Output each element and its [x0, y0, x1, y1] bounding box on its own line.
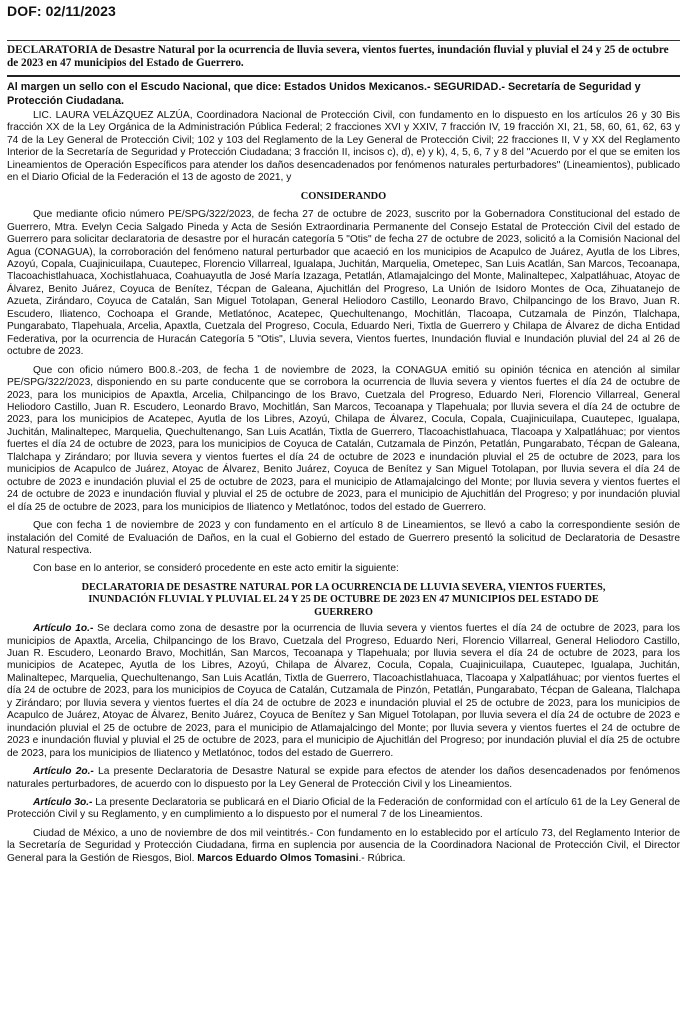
article-3 [7, 797, 680, 822]
dof-date: DOF: 02/11/2023 [7, 3, 116, 19]
document-body [7, 110, 680, 871]
article-label: Artículo 2o.- [33, 766, 94, 778]
declaratoria-heading: DECLARATORIA DE DESASTRE NATURAL POR LA OCURRENCIA DE LLUVIA SEVERA, VIENTOS FUERTES, INUNDACIÓN FLUVIAL Y PLUVIAL EL 24 Y 25 DE OCTUBRE DE 2023 EN 47 MUNICIPIOS DEL ESTADO DE GUERRERO [81, 581, 606, 618]
article-label: Artículo 3o.- [33, 797, 93, 809]
divider [7, 40, 680, 41]
divider [7, 75, 680, 77]
closing-paragraph [7, 828, 680, 865]
intro-paragraph: LIC. LAURA VELÁZQUEZ ALZÚA, Coordinadora Nacional de Protección Civil, con fundamento en lo dispuesto en los artículos 26 y 30 Bis fracción XX de la Ley Orgánica de la Administración Pública Federal; 2 fracciones XVI y XXIV, 7 fracción IV, 19 fracción XI, 21, 58, 60, 61, 62, 63 y 74 de la Ley General de Protección Civil; 102 y 103 del Reglamento de la Ley General de Protección Civil; 22 fracciones II, V y XX del Reglamento Interior de la Secretaría de Seguridad y Protección Ciudadana; 3 fracción II, incisos c), d), e) y k), 4, 5, 6, 7 y 8 del "Acuerdo por el que se emiten los Lineamientos de Operación Específicos para atender los daños desencadenados por fenómenos naturales perturbadores" (Lineamientos), publicado en el Diario Oficial de la Federación el 13 de agosto de 2021, y [7, 110, 680, 184]
considerando-heading: CONSIDERANDO [300, 190, 387, 202]
signer-name: Marcos Eduardo Olmos Tomasini [197, 852, 359, 864]
article-text: Se declara como zona de desastre por la ocurrencia de lluvia severa y vientos fuertes el día 24 de octubre de 2023, para los municipios de Apaxtla, Arcelia, Chilpancingo de los Bravo, Cuetzala del Progreso, Eduardo Neri, Florencio Villarreal, General Heliodoro Castillo, Juan R. Escudero, Leonardo Bravo, Mochitlán, San Marcos, Tecoanapa y Tlapehuala; por lluvia severa el día 24 de octubre de 2023, para los municipios de Acatepec, Ayutla de los Libres, Azoyú, Chilapa de Álvarez, Cocula, Copala, Cuajinicuilapa, Cuautepec, Igualapa, Juchitán, Malinaltepec, Marquelia, Quechultenango, San Luis Acatlán, Tixtla de Guerrero, Tlacoachistlahuaca, Tlacoapa y Xalpatláhuac; por vientos fuertes el día 24 de octubre de 2023, para los municipios de Coyuca de Catalán, Cutzamala de Pinzón, Petatlán, Pungarabato, Técpan de Galeana, Tlalchapa y Zirándaro; por lluvia severa y vientos fuertes el día 24 de octubre de 2023 e inundación pluvial el 25 de octubre de 2023, para los municipios de Acapulco de Juárez, Atoyac de Álvarez, Benito Juárez, Coyuca de Benítez y San Miguel Totolapan, por lluvia severa el día 24 de octubre de 2023 e inundación pluvial el 25 de octubre de 2023, para el municipio de Atlamajalcingo del Monte; por lluvia severa y vientos fuertes el 24 de octubre de 2023 e inundación fluvial y pluvial el 25 de octubre de 2023, para el municipio de Ajuchitlán del Progreso; por inundación pluvial el día 25 de octubre de 2023, para los municipios de Iliatenco y Metlatónoc, todos del estado de Guerrero. [7, 623, 680, 759]
closing-text: Ciudad de México, a uno de noviembre de dos mil veintitrés.- Con fundamento en lo establecido por el artículo 73, del Reglamento Interior de la Secretaría de Seguridad y Protección Ciudadana, firma en suplencia por ausencia de la Coordinadora Nacional de Protección Civil, el Director General para la Gestión de Riesgos, Biol. [7, 827, 680, 864]
considerando-paragraph: Que con oficio número B00.8.-203, de fecha 1 de noviembre de 2023, la CONAGUA emitió su opinión técnica en atención al similar PE/SPG/322/2023, disponiendo en su parte conducente que se corrobora la ocurrencia de lluvia severa y vientos fuertes el día 24 de octubre de 2023, para los municipios de Apaxtla, Arcelia, Chilpancingo de los Bravo, Cuetzala del Progreso, Eduardo Neri, Florencio Villarreal, General Heliodoro Castillo, Juan R. Escudero, Leonardo Bravo, Mochitlán, San Marcos, Tecoanapa y Tlapehuala; por lluvia severa el día 24 de octubre de 2023, para los municipios de Acatepec, Ayutla de los Libres, Azoyú, Chilapa de Álvarez, Cocula, Copala, Cuajinicuilapa, Cuautepec, Igualapa, Juchitán, Malinaltepec, Marquelia, Quechultenango, San Luis Acatlán, Tixtla de Guerrero, Tlacoachistlahuaca, Tlacoapa y Xalpatláhuac; por vientos fuertes el día 24 de octubre de 2023, para los municipios de Coyuca de Catalán, Cutzamala de Pinzón, Petatlán, Pungarabato, Técpan de Galeana, Tlalchapa y Zirándaro; por lluvia severa y vientos fuertes el día 24 de octubre de 2023 e inundación pluvial el 25 de octubre de 2023, para los municipios de Acapulco de Juárez, Atoyac de Álvarez, Benito Juárez, Coyuca de Benítez y San Miguel Totolapan, por lluvia severa el día 24 de octubre de 2023 e inundación pluvial el 25 de octubre de 2023, para el municipio de Atlamajalcingo del Monte; por lluvia severa y vientos fuertes el 24 de octubre de 2023 e inundación fluvial y pluvial el 25 de octubre de 2023, para el municipio de Ajuchitlán del Progreso; y por inundación pluvial el día 25 de octubre de 2023, para los municipios de Iliatenco y Metlatónoc, todos del estado de Guerrero. [7, 364, 680, 513]
document-title: DECLARATORIA de Desastre Natural por la ocurrencia de lluvia severa, vientos fuertes, inundación fluvial y pluvial el 24 y 25 de octubre de 2023 en 47 municipios del Estado de Guerrero. [7, 44, 669, 69]
closing-suffix: .- Rúbrica. [358, 852, 406, 864]
considerando-paragraph: Con base en lo anterior, se consideró procedente en este acto emitir la siguiente: [33, 563, 399, 575]
article-2 [7, 766, 680, 791]
article-text: La presente Declaratoria de Desastre Natural se expide para efectos de atender los daños desencadenados por fenómenos naturales perturbadores, de acuerdo con lo dispuesto por la Ley General de Protección Civil y los Lineamientos. [7, 766, 680, 790]
article-1 [7, 623, 680, 760]
considerando-paragraph: Que mediante oficio número PE/SPG/322/2023, de fecha 27 de octubre de 2023, suscrito por la Gobernadora Constitucional del estado de Guerrero, Mtra. Evelyn Cecia Salgado Pineda y Acta de Sesión Extraordinaria Permanente del Consejo Estatal de Protección Civil del estado de Guerrero para solicitar declaratoria de desastre por el huracán categoría 5 "Otis" de fecha 27 de octubre de 2023, solicitó a la Comisión Nacional del Agua (CONAGUA), la corroboración del fenómeno natural perturbador que acaeció en los municipios de Acapulco de Juárez, Ayutla de los Libres, Azoyú, Copala, Cuajinicuilapa, Cuautepec, Florencio Villarreal, Igualapa, Juchitán, Marquelia, Ometepec, San Luis Acatlán, San Marcos, Tecoanapa, Tlacoachistlahuaca, Xochistlahuaca, Coahuayutla de José María Izazaga, Petatlán, Atlamajalcingo del Monte, Malinaltepec, Xalpatláhuac, Atoyac de Álvarez, Benito Juárez, Coyuca de Benítez, Técpan de Galeana, Ajuchitlán del Progreso, La Unión de Isidoro Montes de Oca, Zihuatanejo de Azueta, Zirándaro, Coyuca de Catalán, San Miguel Totolapan, General Heliodoro Castillo, Leonardo Bravo, Chilpancingo de los Bravo, Juan R. Escudero, Iliatenco, Cochoapa el Grande, Metlatónoc, Acatepec, Quechultenango, Mochitlán, Tlacoapa, Cutzamala de Pinzón, Tlalchapa, Pungarabato, Tlapehuala, Arcelia, Apaxtla, Cuetzala del Progreso, Cocula, Eduardo Neri, Tixtla de Guerrero y Chilapa de Álvarez de dicha Entidad Federativa, por la ocurrencia de Huracán Categoría 5 "Otis", Lluvia severa, Vientos fuertes, Inundación fluvial e Inundación pluvial del 24 al 26 de octubre de 2023. [7, 209, 680, 358]
considerando-paragraph: Que con fecha 1 de noviembre de 2023 y con fundamento en el artículo 8 de Lineamientos, se llevó a cabo la correspondiente sesión de instalación del Comité de Evaluación de Daños, en la cual el Gobierno del estado de Guerrero presentó la solicitud de Declaratoria de Desastre Natural respectiva. [7, 520, 680, 556]
article-text: La presente Declaratoria se publicará en el Diario Oficial de la Federación de conformidad con el artículo 61 de la Ley General de Protección Civil y su Reglamento, y en cumplimiento a lo dispuesto por el numeral 7 de los Lineamientos. [7, 797, 681, 821]
margin-note: Al margen un sello con el Escudo Nacional, que dice: Estados Unidos Mexicanos.- SEGURIDAD.- Secretaría de Seguridad y Protección Ciudadana. [7, 81, 641, 107]
article-label: Artículo 1o.- [33, 623, 94, 635]
